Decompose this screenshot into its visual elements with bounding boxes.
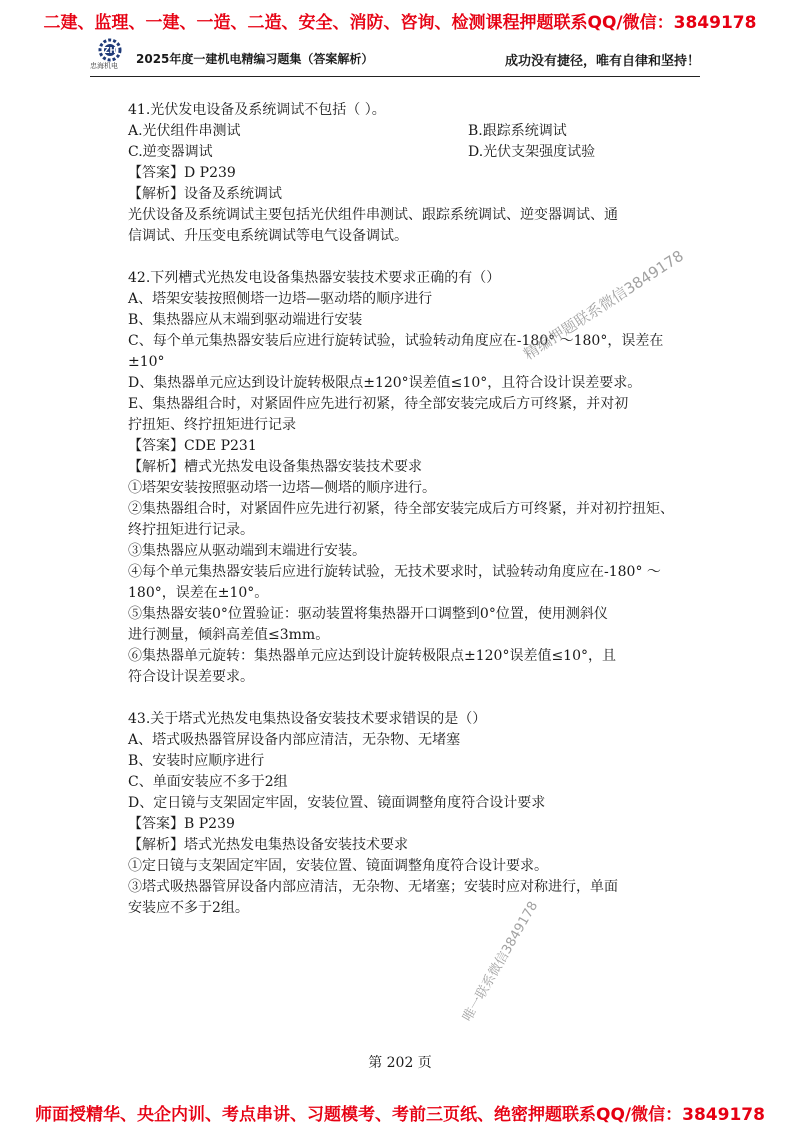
q41-option-b: B.跟踪系统调试 bbox=[468, 123, 567, 139]
question-41-stem: 41.光伏发电设备及系统调试不包括（ ）。 bbox=[128, 102, 386, 118]
q42-answer: 【答案】CDE P231 bbox=[128, 438, 257, 454]
q43-analysis-line: ③塔式吸热器管屏设备内部应清洁，无杂物、无堵塞；安装时应对称进行，单面 bbox=[128, 879, 618, 895]
q42-analysis-line: ④每个单元集热器安装后应进行旋转试验，无技术要求时，试验转动角度应在-180° ～ bbox=[128, 564, 661, 580]
q43-option-c: C、单面安装应不多于2组 bbox=[128, 774, 288, 790]
question-42-stem: 42.下列槽式光热发电设备集热器安装技术要求正确的有（） bbox=[128, 270, 501, 286]
q42-option-c: C、每个单元集热器安装后应进行旋转试验，试验转动角度应在-180° ～180°，误差在 bbox=[128, 333, 664, 349]
page-content bbox=[128, 100, 688, 919]
q41-analysis-line: 光伏设备及系统调试主要包括光伏组件串测试、跟踪系统调试、逆变器调试、通 bbox=[128, 207, 618, 223]
q43-option-d: D、定日镜与支架固定牢固，安装位置、镜面调整角度符合设计要求 bbox=[128, 795, 546, 811]
q42-analysis-line: ⑤集热器安装0°位置验证：驱动装置将集热器开口调整到0°位置，使用测斜仪 bbox=[128, 606, 608, 622]
document-title: 2025年度一建机电精编习题集（答案解析） bbox=[136, 52, 374, 66]
q42-analysis-line: 符合设计误差要求。 bbox=[128, 669, 254, 685]
q42-option-e: E、集热器组合时，对紧固件应先进行初紧，待全部安装完成后方可终紧，并对初 bbox=[128, 396, 629, 412]
q41-option-d: D.光伏支架强度试验 bbox=[468, 144, 596, 160]
q43-option-b: B、安装时应顺序进行 bbox=[128, 753, 265, 769]
logo-text: 忠海机电 bbox=[90, 62, 118, 70]
q42-analysis-line: 终拧扭矩进行记录。 bbox=[128, 522, 254, 538]
spacer bbox=[128, 688, 688, 709]
q41-option-c: C.逆变器调试 bbox=[128, 144, 213, 160]
q41-option-a: A.光伏组件串测试 bbox=[128, 123, 241, 139]
gear-logo-icon bbox=[90, 38, 130, 62]
q42-analysis-line: 进行测量，倾斜高差值≤3mm。 bbox=[128, 627, 330, 643]
page-number: 第 202 页 bbox=[368, 1055, 432, 1071]
q43-analysis-title: 【解析】塔式光热发电集热设备安装技术要求 bbox=[128, 837, 408, 853]
header-motto: 成功没有捷径，唯有自律和坚持！ bbox=[504, 54, 700, 69]
question-41-options-row-1 bbox=[128, 121, 688, 142]
q43-analysis-line: 安装应不多于2组。 bbox=[128, 900, 249, 916]
spacer bbox=[128, 247, 688, 268]
q42-analysis-line: ②集热器组合时，对紧固件应先进行初紧，待全部安装完成后方可终紧，并对初拧扭矩、 bbox=[128, 501, 674, 517]
q42-option-e-cont: 拧扭矩、终拧扭矩进行记录 bbox=[128, 417, 296, 433]
bottom-banner: 师面授精华、央企内训、考点串讲、习题模考、考前三页纸、绝密押题联系QQ/微信：3849178 bbox=[35, 1105, 765, 1125]
q42-analysis-line: 180°，误差在±10°。 bbox=[128, 585, 269, 601]
question-41-options-row-2 bbox=[128, 142, 688, 163]
q42-option-a: A、塔架安装按照侧塔一边塔—驱动塔的顺序进行 bbox=[128, 291, 433, 307]
q42-analysis-line: ①塔架安装按照驱动塔一边塔—侧塔的顺序进行。 bbox=[128, 480, 436, 496]
q42-analysis-line: ③集热器应从驱动端到末端进行安装。 bbox=[128, 543, 366, 559]
watermark: 唯一联系微信3849178 bbox=[460, 899, 542, 1025]
q43-analysis-line: ①定日镜与支架固定牢固，安装位置、镜面调整角度符合设计要求。 bbox=[128, 858, 548, 874]
q43-answer: 【答案】B P239 bbox=[128, 816, 235, 832]
q42-analysis-line: ⑥集热器单元旋转：集热器单元应达到设计旋转极限点±120°误差值≤10°，且 bbox=[128, 648, 616, 664]
q41-analysis-title: 【解析】设备及系统调试 bbox=[128, 186, 282, 202]
question-43-stem: 43.关于塔式光热发电集热设备安装技术要求错误的是（） bbox=[128, 711, 487, 727]
q42-option-c-cont: ±10° bbox=[128, 354, 165, 370]
q43-option-a: A、塔式吸热器管屏设备内部应清洁，无杂物、无堵塞 bbox=[128, 732, 461, 748]
header-divider bbox=[90, 76, 700, 77]
svg-text:ZH: ZH bbox=[103, 46, 117, 55]
q41-answer: 【答案】D P239 bbox=[128, 165, 236, 181]
q42-option-b: B、集热器应从末端到驱动端进行安装 bbox=[128, 312, 363, 328]
watermark: 精编押题联系微信3849178 bbox=[520, 246, 687, 364]
page-header bbox=[90, 38, 700, 74]
logo bbox=[90, 38, 130, 74]
q42-analysis-title: 【解析】槽式光热发电设备集热器安装技术要求 bbox=[128, 459, 422, 475]
q41-analysis-line: 信调试、升压变电系统调试等电气设备调试。 bbox=[128, 228, 408, 244]
q42-option-d: D、集热器单元应达到设计旋转极限点±120°误差值≤10°，且符合设计误差要求。 bbox=[128, 375, 642, 391]
top-banner: 二建、监理、一建、一造、二造、安全、消防、咨询、检测课程押题联系QQ/微信：3849178 bbox=[43, 13, 757, 33]
